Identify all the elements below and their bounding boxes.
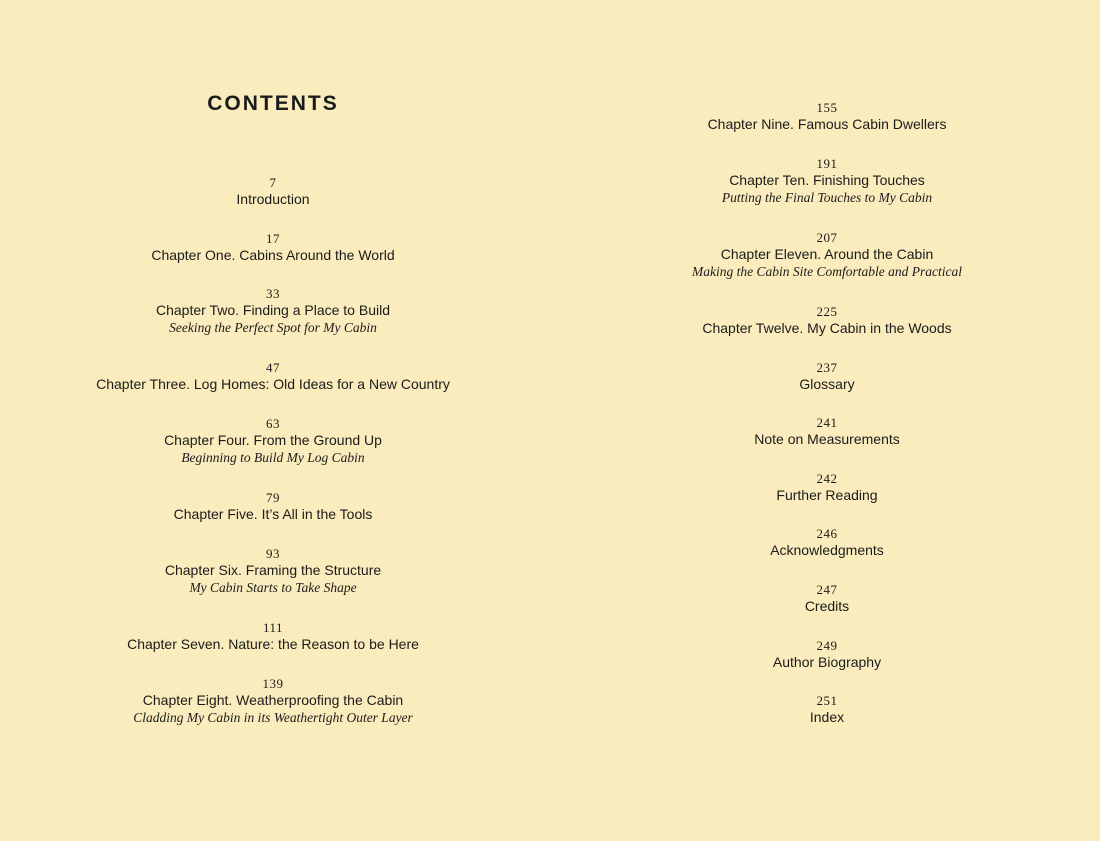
toc-page-number: 33 — [266, 286, 280, 302]
toc-entry[interactable] — [550, 527, 1100, 583]
toc-entry-title: Acknowledgments — [770, 542, 884, 559]
toc-page-number: 111 — [262, 619, 284, 635]
toc-entry[interactable] — [550, 361, 1100, 417]
toc-entry-title: Chapter Five. It’s All in the Tools — [173, 506, 373, 523]
toc-entry[interactable] — [550, 101, 1100, 157]
toc-entry[interactable] — [550, 231, 1100, 305]
toc-entry[interactable] — [0, 287, 546, 361]
toc-column-right — [550, 101, 1100, 750]
toc-entry-subtitle: Seeking the Perfect Spot for My Cabin — [169, 320, 377, 336]
toc-entry-title: Glossary — [799, 375, 855, 392]
toc-entry-title: Chapter Ten. Finishing Touches — [729, 171, 925, 188]
toc-entry[interactable] — [0, 176, 546, 232]
toc-entry-title: Chapter Twelve. My Cabin in the Woods — [702, 319, 952, 336]
toc-entry[interactable] — [0, 677, 546, 751]
toc-page-number: 79 — [266, 490, 280, 506]
right-page — [550, 0, 1100, 841]
toc-page-number: 241 — [816, 415, 838, 431]
toc-page-number: 191 — [816, 155, 838, 171]
toc-entry[interactable] — [550, 583, 1100, 639]
toc-page-number: 47 — [266, 360, 280, 376]
toc-page-number: 139 — [262, 675, 284, 691]
toc-entry-title: Note on Measurements — [754, 431, 900, 448]
toc-column-left — [0, 176, 546, 751]
toc-entry-title: Chapter Two. Finding a Place to Build — [156, 302, 390, 319]
toc-page-number: 242 — [816, 470, 838, 486]
toc-page-number: 155 — [816, 100, 838, 115]
toc-entry-title: Chapter Eight. Weatherproofing the Cabin — [142, 691, 404, 708]
toc-entry-title: Further Reading — [776, 486, 878, 503]
toc-entry-subtitle: My Cabin Starts to Take Shape — [189, 579, 357, 595]
toc-page-number: 17 — [266, 230, 280, 246]
toc-entry-title: Chapter One. Cabins Around the World — [151, 246, 395, 263]
toc-entry-subtitle: Cladding My Cabin in its Weathertight Outer Layer — [133, 709, 413, 725]
toc-entry-title: Chapter Four. From the Ground Up — [164, 431, 382, 448]
toc-page-number: 249 — [816, 637, 838, 653]
toc-entry-title: Chapter Nine. Famous Cabin Dwellers — [707, 116, 947, 132]
toc-entry[interactable] — [0, 361, 546, 417]
toc-page-number: 237 — [816, 359, 838, 375]
toc-entry[interactable] — [0, 491, 546, 547]
toc-entry-title: Index — [809, 709, 845, 726]
toc-page-number: 7 — [269, 175, 277, 190]
toc-page-number: 63 — [266, 415, 280, 431]
toc-entry-title: Credits — [804, 597, 850, 614]
toc-entry[interactable] — [550, 694, 1100, 750]
toc-page-number: 247 — [816, 581, 838, 597]
toc-entry[interactable] — [550, 639, 1100, 695]
toc-page-number: 93 — [266, 545, 280, 561]
toc-entry-title: Chapter Six. Framing the Structure — [164, 561, 382, 578]
toc-entry[interactable] — [550, 157, 1100, 231]
toc-entry-title: Chapter Eleven. Around the Cabin — [720, 245, 934, 262]
toc-entry[interactable] — [0, 417, 546, 491]
toc-entry-subtitle: Making the Cabin Site Comfortable and Practical — [692, 263, 962, 279]
toc-entry-title: Chapter Three. Log Homes: Old Ideas for a New Country — [96, 376, 450, 393]
toc-entry[interactable] — [550, 472, 1100, 528]
toc-entry-title: Introduction — [236, 191, 310, 207]
toc-entry-title: Author Biography — [772, 653, 882, 670]
toc-entry[interactable] — [550, 416, 1100, 472]
toc-page-number: 225 — [816, 303, 838, 319]
toc-entry-subtitle: Putting the Final Touches to My Cabin — [721, 189, 933, 205]
toc-entry-subtitle: Beginning to Build My Log Cabin — [181, 449, 365, 465]
toc-page-number: 207 — [816, 229, 838, 245]
toc-entry[interactable] — [0, 547, 546, 621]
toc-page-number: 251 — [816, 693, 838, 709]
toc-entry[interactable] — [0, 621, 546, 677]
toc-entry[interactable] — [0, 232, 546, 288]
toc-entry[interactable] — [550, 305, 1100, 361]
contents-heading: CONTENTS — [207, 92, 339, 115]
toc-page-number: 246 — [816, 526, 838, 542]
toc-entry-title: Chapter Seven. Nature: the Reason to be Here — [127, 635, 419, 652]
